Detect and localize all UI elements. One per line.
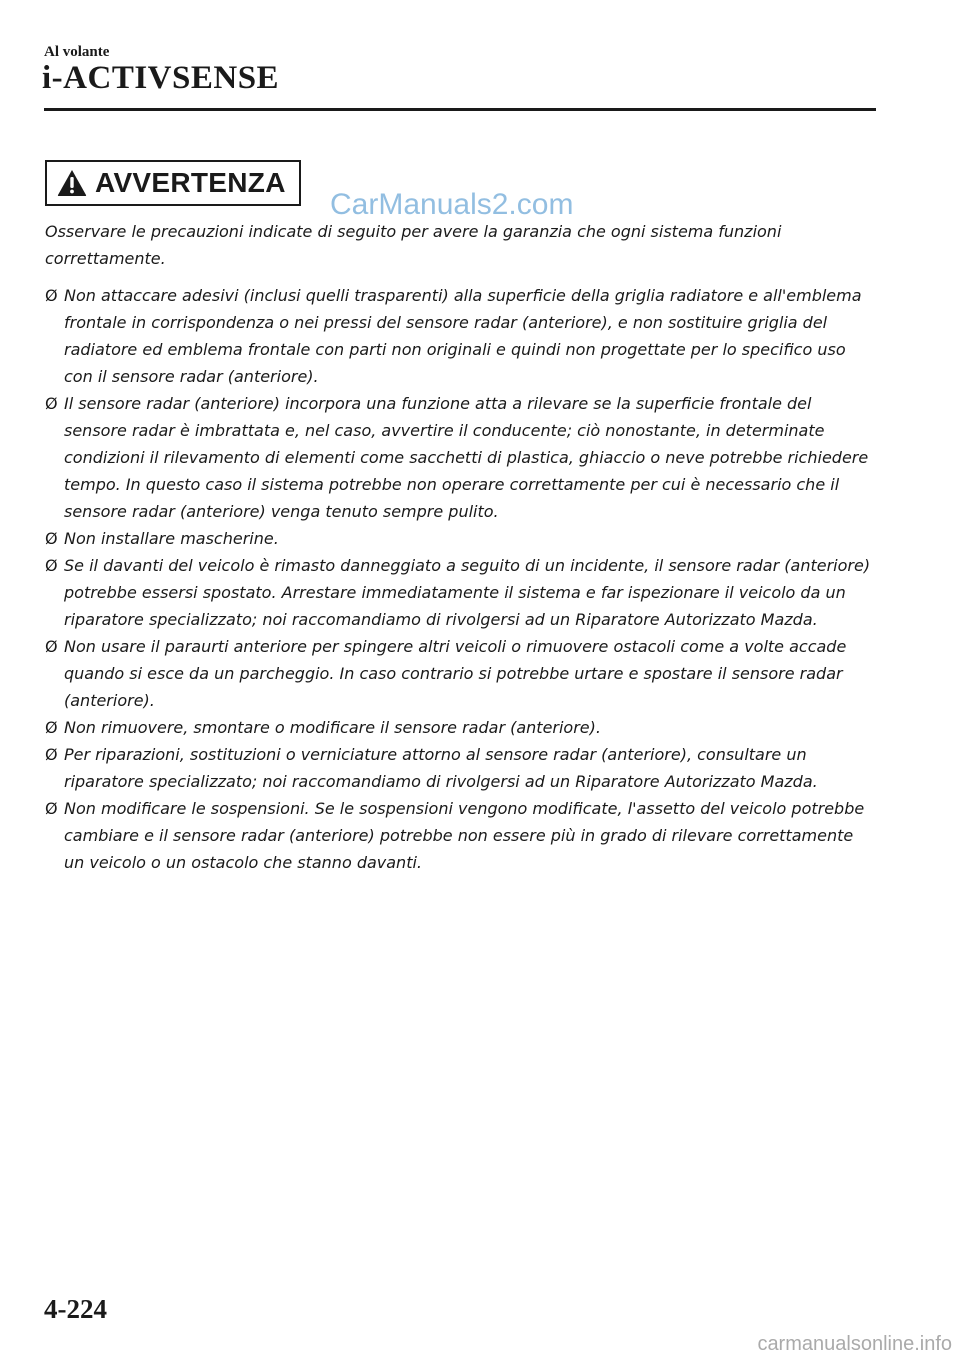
list-item [45, 714, 875, 741]
bullet-arrow-icon: Ø [45, 718, 58, 737]
bullet-arrow-icon: Ø [45, 637, 58, 656]
section-label: Al volante [44, 44, 110, 60]
warning-list [45, 282, 875, 876]
chapter-title: i-ACTIVSENSE [42, 60, 280, 96]
list-item [45, 795, 875, 876]
list-item-text: Se il davanti del veicolo è rimasto danneggiato a seguito di un incidente, il sensore radar (anteriore) potrebbe essersi spostato. Arrestare immediatamente il sistema e far ispezionare il veicolo da un riparatore specializzato; noi raccomandiamo di rivolgersi ad un Riparatore Autorizzato Mazda. [64, 556, 871, 629]
list-item-text: Il sensore radar (anteriore) incorpora una funzione atta a rilevare se la superficie frontale del sensore radar è imbrattata e, nel caso, avvertire il conducente; ciò nonostante, in determinate condizioni il rilevamento di elementi come sacchetti di plastica, ghiaccio o neve potrebbe richiedere tempo. In questo caso il sistema potrebbe non operare correttamente per cui è necessario che il sensore radar (anteriore) venga tenuto sempre pulito. [64, 394, 869, 521]
warning-header [45, 160, 301, 206]
list-item-text: Per riparazioni, sostituzioni o verniciature attorno al sensore radar (anteriore), consultare un riparatore specializzato; noi raccomandiamo di rivolgersi ad un Riparatore Autorizzato Mazda. [64, 745, 818, 791]
warning-content [45, 218, 875, 876]
watermark-logo: CarManuals2.com [330, 188, 574, 221]
warning-title: AVVERTENZA [95, 167, 286, 198]
list-item [45, 390, 875, 525]
warning-triangle-icon [57, 169, 87, 197]
list-item-text: Non modificare le sospensioni. Se le sospensioni vengono modificate, l'assetto del veicolo potrebbe cambiare e il sensore radar (anteriore) potrebbe non essere più in grado di rilevare correttamente un veicolo o un ostacolo che stanno davanti. [64, 799, 865, 872]
list-item [45, 633, 875, 714]
page-number: 4-224 [44, 1294, 107, 1324]
bullet-arrow-icon: Ø [45, 394, 58, 413]
list-item [45, 741, 875, 795]
list-item-text: Non attaccare adesivi (inclusi quelli trasparenti) alla superficie della griglia radiatore e all'emblema frontale in corrispondenza o nei pressi del sensore radar (anteriore), e non sostituire griglia del radiatore ed emblema frontale con parti non originali e quindi non progettate per lo specifico uso con il sensore radar (anteriore). [64, 286, 862, 386]
footer-site-label: carmanualsonline.info [757, 1333, 952, 1355]
bullet-arrow-icon: Ø [45, 799, 58, 818]
list-item-text: Non rimuovere, smontare o modificare il sensore radar (anteriore). [64, 718, 601, 737]
header-divider [44, 108, 876, 111]
bullet-arrow-icon: Ø [45, 556, 58, 575]
list-item-text: Non installare mascherine. [64, 529, 279, 548]
bullet-arrow-icon: Ø [45, 745, 58, 764]
warning-intro: Osservare le precauzioni indicate di seguito per avere la garanzia che ogni sistema funzioni correttamente. [45, 222, 782, 268]
list-item [45, 282, 875, 390]
bullet-arrow-icon: Ø [45, 529, 58, 548]
list-item-text: Non usare il paraurti anteriore per spingere altri veicoli o rimuovere ostacoli come a volte accade quando si esce da un parcheggio. In caso contrario si potrebbe urtare e spostare il sensore radar (anteriore). [64, 637, 847, 710]
list-item [45, 552, 875, 633]
list-item [45, 525, 875, 552]
bullet-arrow-icon: Ø [45, 286, 58, 305]
